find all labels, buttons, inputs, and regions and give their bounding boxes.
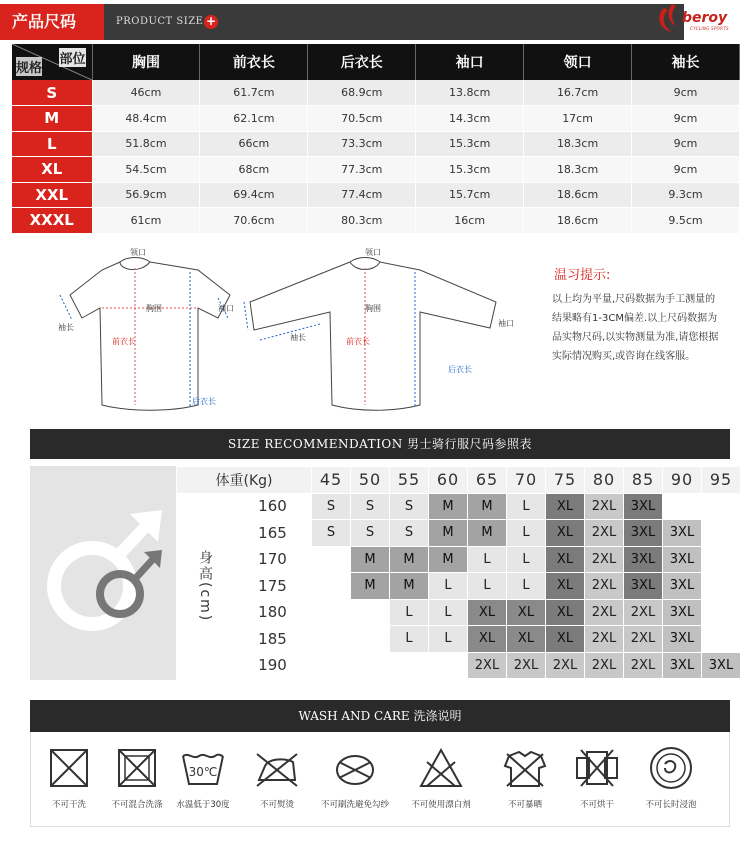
size-cell: [663, 493, 702, 520]
size-value: 9cm: [632, 106, 740, 132]
male-symbol-icon: [30, 466, 176, 680]
size-cell: 2XL: [585, 546, 624, 573]
no-sun-icon: [501, 744, 549, 792]
brand-logo-text: beroy: [682, 10, 728, 26]
size-cell: L: [507, 493, 546, 520]
size-value: 48.4cm: [92, 106, 200, 132]
wash-item: [238, 744, 316, 810]
size-value: 77.3cm: [308, 157, 416, 183]
size-cell: XL: [468, 599, 507, 626]
wash-item: [558, 744, 636, 810]
jersey-diagram-svg: [40, 240, 520, 420]
size-cell: 3XL: [624, 520, 663, 547]
size-cell: [312, 652, 351, 679]
size-value: 51.8cm: [92, 131, 200, 157]
cuff-label: 袖口: [218, 304, 234, 313]
size-cell: L: [429, 626, 468, 653]
size-label: M: [12, 106, 92, 132]
size-cell: L: [429, 573, 468, 600]
size-cell: [312, 546, 351, 573]
size-cell: [702, 546, 741, 573]
size-value: 46cm: [92, 80, 200, 106]
no-brush-icon: [331, 744, 379, 792]
size-cell: 3XL: [663, 573, 702, 600]
size-cell: L: [507, 573, 546, 600]
weight-value: 65: [468, 467, 507, 494]
size-cell: XL: [546, 626, 585, 653]
height-row: [177, 546, 741, 573]
header-title: 产品尺码: [0, 4, 104, 40]
wash-item: [486, 744, 564, 810]
wash-caption: 不可使用漂白剂: [411, 800, 471, 810]
size-value: 9cm: [632, 80, 740, 106]
size-cell: [702, 626, 741, 653]
size-label: S: [12, 80, 92, 106]
weight-value: 80: [585, 467, 624, 494]
size-cell: S: [312, 493, 351, 520]
size-value: 18.3cm: [524, 157, 632, 183]
size-value: 15.3cm: [416, 131, 524, 157]
height-label: 身高(cm): [177, 493, 234, 679]
height-row: [177, 573, 741, 600]
corner-label-size: 规格: [16, 57, 42, 76]
size-cell: [351, 652, 390, 679]
size-value: 15.3cm: [416, 157, 524, 183]
size-cell: 3XL: [663, 546, 702, 573]
size-cell: 2XL: [624, 652, 663, 679]
size-cell: [312, 573, 351, 600]
no-iron-icon: [253, 744, 301, 792]
male-symbol-panel: [30, 466, 176, 680]
size-cell: L: [390, 599, 429, 626]
size-value: 70.5cm: [308, 106, 416, 132]
size-cell: 3XL: [624, 546, 663, 573]
column-header: 后衣长: [308, 44, 416, 80]
size-row: [12, 208, 740, 234]
size-value: 66cm: [200, 131, 308, 157]
size-value: 18.3cm: [524, 131, 632, 157]
weight-value: 95: [702, 467, 741, 494]
chest-label: 胸围: [146, 304, 162, 313]
height-value: 165: [234, 520, 312, 547]
wash-caption: 不可刷洗避免勾纱: [320, 800, 389, 810]
size-label: XXL: [12, 182, 92, 208]
size-label: XXXL: [12, 208, 92, 234]
height-value: 180: [234, 599, 312, 626]
size-cell: XL: [546, 520, 585, 547]
brand-logo-subtext: CYCLING SPORTS: [690, 26, 729, 31]
height-value: 170: [234, 546, 312, 573]
size-cell: [351, 626, 390, 653]
size-value: 70.6cm: [200, 208, 308, 234]
weight-value: 75: [546, 467, 585, 494]
front-length-label-long: 前衣长: [346, 337, 370, 346]
size-cell: [702, 520, 741, 547]
size-cell: 2XL: [585, 520, 624, 547]
size-value: 14.3cm: [416, 106, 524, 132]
size-value: 16cm: [416, 208, 524, 234]
height-row: [177, 520, 741, 547]
size-value: 13.8cm: [416, 80, 524, 106]
size-cell: [312, 599, 351, 626]
size-value: 69.4cm: [200, 182, 308, 208]
size-value: 9cm: [632, 157, 740, 183]
back-length-label-long: 后衣长: [448, 365, 472, 374]
column-header: 袖口: [416, 44, 524, 80]
height-row: [177, 626, 741, 653]
wash-caption: 不可烘干: [579, 800, 614, 810]
header-subtitle: PRODUCT SIZE: [116, 16, 204, 27]
weight-value: 55: [390, 467, 429, 494]
no-tumble-dry-icon: [573, 744, 621, 792]
size-cell: M: [351, 573, 390, 600]
wash-caption: 不可混合洗涤: [111, 800, 163, 810]
size-cell: [390, 652, 429, 679]
cuff-label-long: 袖口: [498, 319, 514, 328]
recommendation-title: SIZE RECOMMENDATION 男士骑行服尺码参照表: [30, 429, 730, 459]
column-header: 前衣长: [200, 44, 308, 80]
collar-label: 领口: [130, 248, 146, 257]
no-dry-clean-icon: [45, 744, 93, 792]
weight-row: [177, 467, 741, 494]
size-value: 73.3cm: [308, 131, 416, 157]
height-value: 190: [234, 652, 312, 679]
weight-value: 90: [663, 467, 702, 494]
size-cell: [702, 573, 741, 600]
size-cell: M: [468, 520, 507, 547]
size-cell: 2XL: [585, 626, 624, 653]
size-cell: [351, 599, 390, 626]
weight-value: 50: [351, 467, 390, 494]
note-title: 温习提示:: [554, 268, 611, 283]
size-table: [12, 44, 740, 234]
size-cell: XL: [507, 599, 546, 626]
size-cell: 2XL: [468, 652, 507, 679]
size-value: 18.6cm: [524, 208, 632, 234]
no-bleach-icon: [417, 744, 465, 792]
height-row: [177, 652, 741, 679]
wash-item: [30, 744, 108, 810]
size-cell: L: [390, 626, 429, 653]
size-cell: 3XL: [624, 493, 663, 520]
height-row: [177, 599, 741, 626]
size-cell: S: [390, 520, 429, 547]
collar-label-long: 领口: [365, 248, 381, 257]
size-cell: S: [351, 520, 390, 547]
size-label: L: [12, 131, 92, 157]
size-value: 56.9cm: [92, 182, 200, 208]
wash-caption: 不可长时浸泡: [645, 800, 697, 810]
size-value: 62.1cm: [200, 106, 308, 132]
chest-label-long: 胸围: [365, 304, 381, 313]
size-cell: 2XL: [507, 652, 546, 679]
no-mixed-wash-icon: [113, 744, 161, 792]
size-value: 80.3cm: [308, 208, 416, 234]
size-cell: M: [429, 546, 468, 573]
size-cell: 3XL: [624, 573, 663, 600]
column-header: 领口: [524, 44, 632, 80]
height-row: [177, 493, 741, 520]
size-cell: 2XL: [585, 599, 624, 626]
size-value: 61cm: [92, 208, 200, 234]
size-cell: XL: [507, 626, 546, 653]
table-corner: [12, 44, 92, 80]
weight-label: 体重(Kg): [177, 467, 312, 494]
front-length-label: 前衣长: [112, 337, 136, 346]
wash-temperature-text: 30℃: [188, 765, 218, 779]
height-value: 185: [234, 626, 312, 653]
size-cell: XL: [468, 626, 507, 653]
size-value: 9cm: [632, 131, 740, 157]
height-value: 160: [234, 493, 312, 520]
size-cell: M: [390, 546, 429, 573]
size-cell: 3XL: [663, 520, 702, 547]
size-cell: 3XL: [663, 626, 702, 653]
wash-title: WASH AND CARE 洗涤说明: [30, 700, 730, 732]
back-length-label: 后衣长: [192, 397, 216, 406]
size-cell: 3XL: [702, 652, 741, 679]
size-cell: [312, 626, 351, 653]
size-row: [12, 131, 740, 157]
size-cell: 2XL: [585, 573, 624, 600]
size-cell: XL: [546, 546, 585, 573]
wash-item: [632, 744, 710, 810]
size-value: 68cm: [200, 157, 308, 183]
size-row: [12, 80, 740, 106]
size-cell: L: [468, 573, 507, 600]
size-cell: XL: [546, 573, 585, 600]
wash-caption: 不可暴晒: [507, 800, 542, 810]
size-cell: [702, 599, 741, 626]
size-value: 68.9cm: [308, 80, 416, 106]
wash-item: [316, 744, 394, 810]
size-cell: [429, 652, 468, 679]
size-cell: 3XL: [663, 599, 702, 626]
size-value: 54.5cm: [92, 157, 200, 183]
size-value: 15.7cm: [416, 182, 524, 208]
size-cell: M: [429, 520, 468, 547]
page-header: [0, 0, 750, 44]
size-cell: M: [390, 573, 429, 600]
size-cell: L: [468, 546, 507, 573]
wash-30c-icon: [179, 744, 227, 792]
note-body: 以上均为平量,尺码数据为手工测量的结果略有1-3CM偏差.以上尺码数据为品实物尺码,以实物测量为准,请您根据实际情况购买,或咨询在线客服。: [552, 294, 719, 362]
corner-label-part: 部位: [59, 48, 85, 67]
size-recommendation-grid: [176, 466, 741, 679]
wash-item: [402, 744, 480, 810]
wash-caption: 不可熨烫: [259, 800, 294, 810]
height-value: 175: [234, 573, 312, 600]
size-cell: 2XL: [585, 652, 624, 679]
size-cell: 3XL: [663, 652, 702, 679]
size-cell: [702, 493, 741, 520]
column-header: 胸围: [92, 44, 200, 80]
weight-value: 85: [624, 467, 663, 494]
size-value: 9.5cm: [632, 208, 740, 234]
wash-item: [164, 744, 242, 810]
size-value: 17cm: [524, 106, 632, 132]
size-cell: 2XL: [624, 599, 663, 626]
column-header: 袖长: [632, 44, 740, 80]
wash-caption: 不可干洗: [51, 800, 86, 810]
size-cell: M: [468, 493, 507, 520]
size-cell: M: [351, 546, 390, 573]
size-value: 61.7cm: [200, 80, 308, 106]
weight-value: 70: [507, 467, 546, 494]
size-cell: L: [507, 520, 546, 547]
plus-icon: +: [205, 14, 217, 28]
size-label: XL: [12, 157, 92, 183]
size-cell: L: [507, 546, 546, 573]
size-cell: L: [429, 599, 468, 626]
size-row: [12, 157, 740, 183]
no-soak-icon: [647, 744, 695, 792]
size-cell: M: [429, 493, 468, 520]
size-value: 9.3cm: [632, 182, 740, 208]
size-cell: 2XL: [546, 652, 585, 679]
weight-value: 60: [429, 467, 468, 494]
size-value: 18.6cm: [524, 182, 632, 208]
size-cell: XL: [546, 493, 585, 520]
sleeve-label: 袖长: [58, 323, 74, 332]
weight-value: 45: [312, 467, 351, 494]
size-cell: XL: [546, 599, 585, 626]
size-value: 16.7cm: [524, 80, 632, 106]
sleeve-label-long: 袖长: [290, 333, 306, 342]
size-cell: 2XL: [585, 493, 624, 520]
size-row: [12, 182, 740, 208]
size-row: [12, 106, 740, 132]
wash-caption: 水温低于30度: [176, 800, 230, 810]
size-value: 77.4cm: [308, 182, 416, 208]
size-cell: S: [351, 493, 390, 520]
size-cell: S: [390, 493, 429, 520]
size-cell: S: [312, 520, 351, 547]
size-cell: 2XL: [624, 626, 663, 653]
